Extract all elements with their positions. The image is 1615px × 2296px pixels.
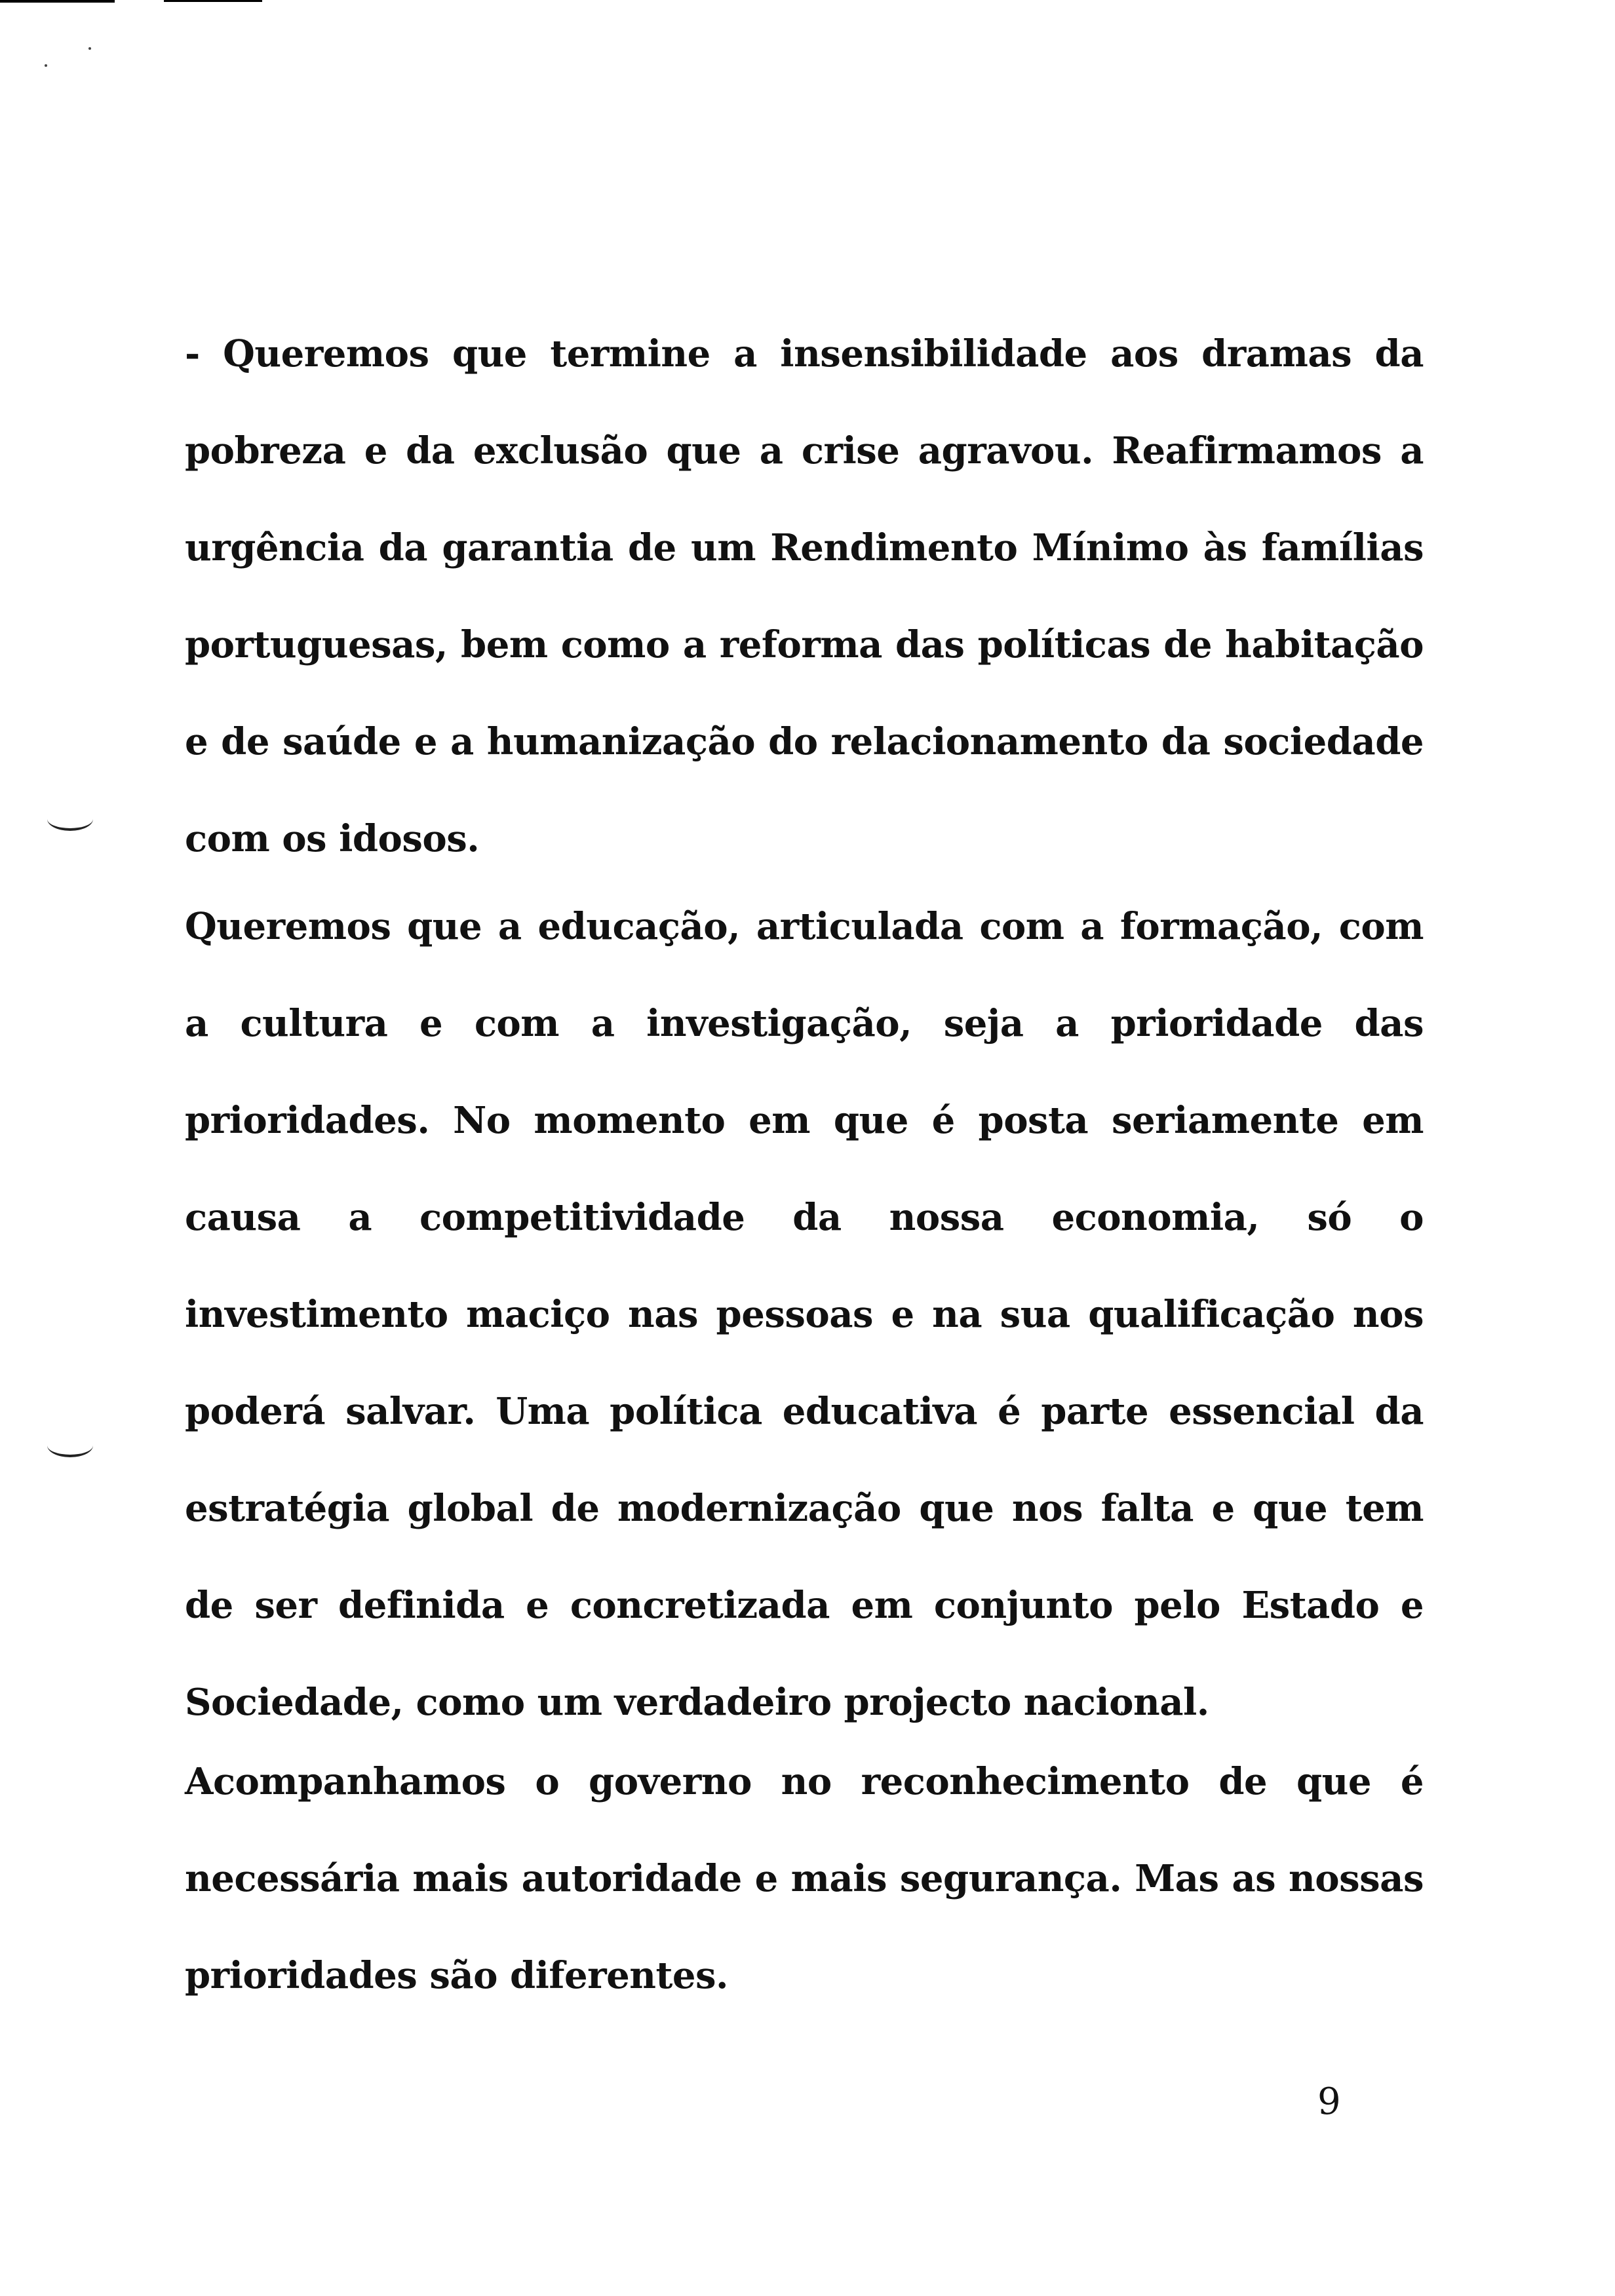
punch-hole-mark bbox=[47, 1434, 93, 1457]
punch-hole-mark bbox=[47, 807, 93, 831]
scan-speck bbox=[88, 47, 91, 50]
page-number: 9 bbox=[1317, 2080, 1341, 2123]
paragraph-1: - Queremos que termine a insensibilidade aos dramas da pobreza e da exclusão que a crise agravou. Reafirmamos a urgência da garantia de um Rendimento Mínimo às famílias portuguesas, bem como a reforma das políticas de habitação e de saúde e a humanização do relacionamento da sociedade com os idosos. bbox=[185, 332, 1424, 860]
scan-speck bbox=[45, 64, 47, 67]
paragraph-2: Queremos que a educação, articulada com a formação, com a cultura e com a investigação, seja a prioridade das prioridades. No momento em que é posta seriamente em causa a competitividade da nossa economia, só o investimento maciço nas pessoas e na sua qualificação nos poderá salvar. Uma política educativa é parte essencial da estratégia global de modernização que nos falta e que tem de ser definida e concretizada em conjunto pelo Estado e Sociedade, como um verdadeiro projecto nacional. bbox=[185, 905, 1424, 1724]
scan-edge-line bbox=[164, 0, 262, 2]
paragraph-3: Acompanhamos o governo no reconhecimento de que é necessária mais autoridade e mais segurança. Mas as nossas prioridades são diferentes. bbox=[185, 1760, 1424, 1997]
scan-edge-line bbox=[0, 0, 115, 3]
